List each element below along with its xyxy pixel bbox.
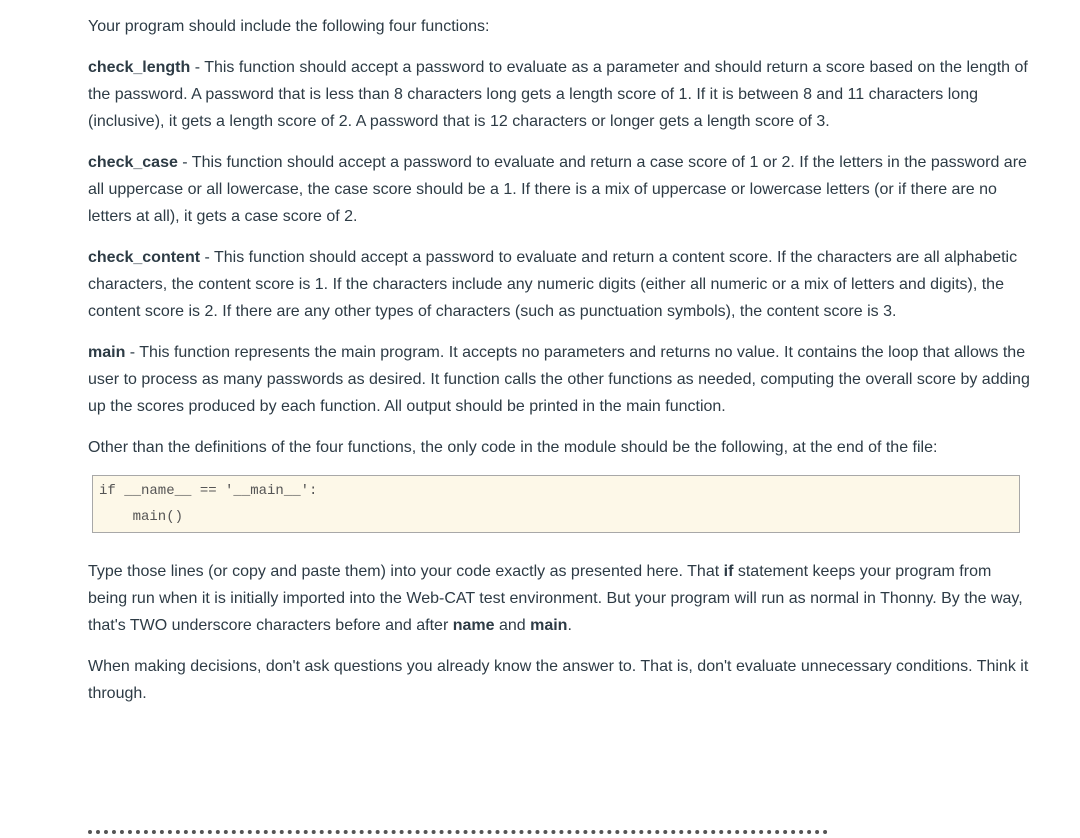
decisions-paragraph: When making decisions, don't ask questions you already know the answer to. That is, don't evaluate unnecessary conditions. Think it through. [88,658,1029,702]
code-line: if __name__ == '__main__': [99,483,318,499]
function-main [88,339,1033,420]
function-check-case [88,149,1033,230]
function-description: - This function should accept a password to evaluate as a parameter and should return a score based on the length of the password. A password that is less than 8 characters long gets a length score of 1. If it is between 8 and 11 characters long (inclusive), it gets a length score of 2. A password that is 12 characters or longer gets a length score of 3. [88,59,1028,130]
function-description: - This function should accept a password to evaluate and return a case score of 1 or 2. If the letters in the password are all uppercase or all lowercase, the case score should be a 1. If there is a mix of uppercase or lowercase letters (or if there are no letters at all), it gets a case score of 2. [88,154,1027,225]
assignment-text [88,13,1033,721]
text: . [567,617,572,634]
bold-text: name [452,617,495,634]
text: statement keeps your program from being run when it is initially imported into the Web-CAT test environment. But your program will run as normal in Thonny. By the way, that's TWO underscore characters before and after [88,563,1023,634]
text: Type those lines (or copy and paste them) into your code exactly as presented here. That [88,563,724,580]
intro-paragraph: Your program should include the following four functions: [88,18,490,35]
function-check-length [88,54,1033,135]
function-name: check_case [88,154,178,171]
bold-text: main [530,617,568,634]
function-description: - This function should accept a password to evaluate and return a content score. If the characters are all alphabetic characters, the content score is 1. If the characters include any numeric digits (either all numeric or a mix of letters and digits), the content score is 2. If there are any other types of characters (such as punctuation symbols), the content score is 3. [88,249,1018,320]
function-name: check_length [88,59,191,76]
text: and [494,617,531,634]
function-name: check_content [88,249,201,266]
function-check-content [88,244,1033,325]
code-line: main() [99,509,184,525]
function-name: main [88,344,126,361]
other-than-paragraph: Other than the definitions of the four functions, the only code in the module should be the following, at the end of the file: [88,439,938,456]
bold-text: if [723,563,734,580]
clipped-next-line [88,826,828,838]
code-block [92,475,1020,533]
function-description: - This function represents the main program. It accepts no parameters and returns no value. It contains the loop that allows the user to process as many passwords as desired. It function calls the other functions as needed, computing the overall score by adding up the scores produced by each function. All output should be printed in the main function. [88,344,1030,415]
type-lines-paragraph [88,558,1033,639]
